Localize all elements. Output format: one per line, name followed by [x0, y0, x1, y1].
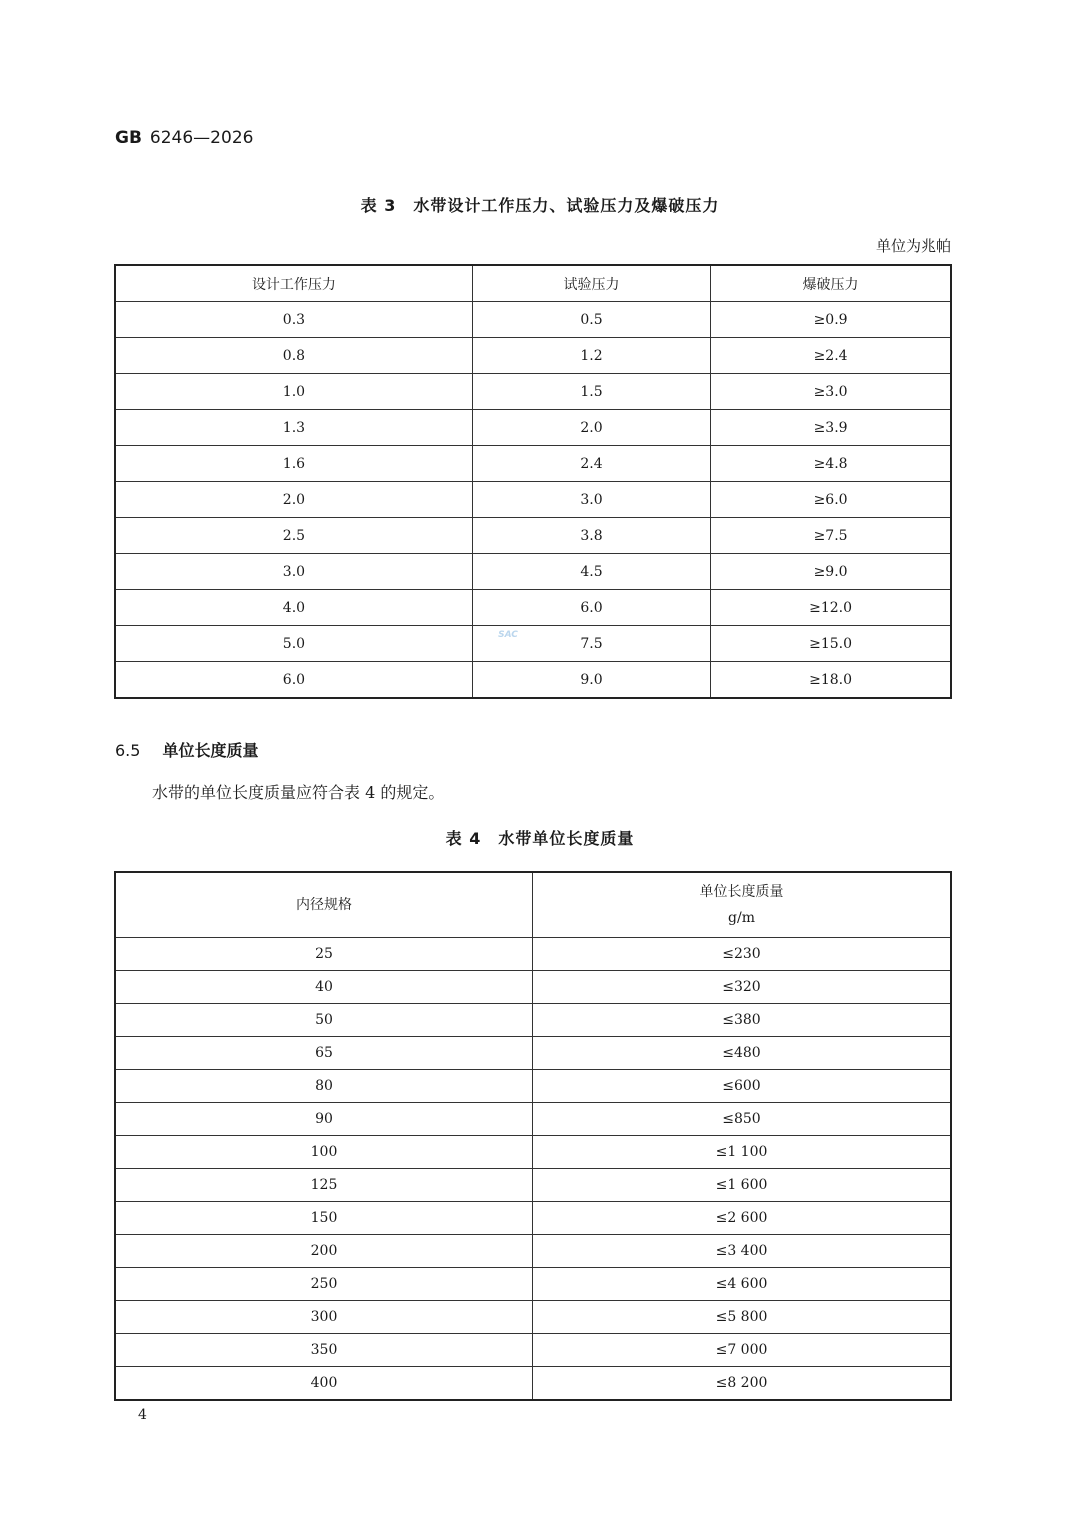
table-cell: 2.4 [472, 446, 710, 482]
table3-col-test-pressure: 试验压力 [472, 265, 710, 302]
table-cell: ≥2.4 [711, 338, 951, 374]
table-row [115, 554, 951, 590]
table-cell: 125 [115, 1169, 533, 1202]
table-cell: 6.0 [115, 662, 472, 699]
table-cell: ≥12.0 [711, 590, 951, 626]
table-cell: 40 [115, 971, 533, 1004]
table-cell: ≤1 600 [533, 1169, 952, 1202]
table-row [115, 1367, 951, 1401]
table-cell: ≥18.0 [711, 662, 951, 699]
table-cell: 0.3 [115, 302, 472, 338]
table3-col-burst-pressure: 爆破压力 [711, 265, 951, 302]
table-row [115, 1070, 951, 1103]
table-cell: 80 [115, 1070, 533, 1103]
table-row [115, 1334, 951, 1367]
section-heading: 单位长度质量 [162, 741, 259, 760]
table-cell: 250 [115, 1268, 533, 1301]
table-cell: ≤1 100 [533, 1136, 952, 1169]
table-row [115, 1202, 951, 1235]
table-cell: 3.0 [472, 482, 710, 518]
table-row [115, 338, 951, 374]
section-number: 6.5 [115, 741, 141, 760]
table4 [114, 871, 952, 1401]
table3-header-row [115, 265, 951, 302]
table-cell: ≤8 200 [533, 1367, 952, 1401]
table-cell: 200 [115, 1235, 533, 1268]
table-cell: ≥6.0 [711, 482, 951, 518]
table-row [115, 374, 951, 410]
section-paragraph: 水带的单位长度质量应符合表 4 的规定。 [152, 783, 445, 802]
table4-col-mass-label: 单位长度质量 [699, 884, 784, 900]
table-cell: 50 [115, 1004, 533, 1037]
table-row [115, 302, 951, 338]
table-cell: 25 [115, 938, 533, 971]
table-row [115, 662, 951, 699]
table-cell: 2.5 [115, 518, 472, 554]
table-cell: ≥4.8 [711, 446, 951, 482]
table-cell: 0.5 [472, 302, 710, 338]
table-cell: ≥3.9 [711, 410, 951, 446]
table-row [115, 1235, 951, 1268]
table-cell: ≤850 [533, 1103, 952, 1136]
table-cell: ≤4 600 [533, 1268, 952, 1301]
sac-watermark-logo: SAC [498, 630, 518, 640]
table-cell: 9.0 [472, 662, 710, 699]
table-cell: ≤600 [533, 1070, 952, 1103]
table3 [114, 264, 952, 699]
table-row [115, 1004, 951, 1037]
table-row [115, 971, 951, 1004]
table-cell: ≤2 600 [533, 1202, 952, 1235]
table-row [115, 1301, 951, 1334]
table-cell: 100 [115, 1136, 533, 1169]
table-cell: 3.0 [115, 554, 472, 590]
table-cell: 300 [115, 1301, 533, 1334]
table3-unit-note: 单位为兆帕 [875, 237, 951, 255]
table-cell: 1.5 [472, 374, 710, 410]
table4-col-mass-per-length [533, 872, 952, 938]
table-cell: 150 [115, 1202, 533, 1235]
table-cell: 4.5 [472, 554, 710, 590]
table-row [115, 590, 951, 626]
table3-col-design-pressure: 设计工作压力 [115, 265, 472, 302]
table-cell: ≥15.0 [711, 626, 951, 662]
table-row [115, 518, 951, 554]
table4-col-mass-unit: g/m [728, 910, 755, 926]
table-row [115, 1037, 951, 1070]
table-row [115, 1136, 951, 1169]
table-cell: 1.0 [115, 374, 472, 410]
table-cell: ≤380 [533, 1004, 952, 1037]
table-cell: 350 [115, 1334, 533, 1367]
table-cell: 90 [115, 1103, 533, 1136]
table-row [115, 446, 951, 482]
table-cell: 1.3 [115, 410, 472, 446]
table-row [115, 482, 951, 518]
document-header [115, 128, 253, 148]
table-cell: 6.0 [472, 590, 710, 626]
table3-title: 表 3 水带设计工作压力、试验压力及爆破压力 [360, 196, 720, 215]
table-row [115, 626, 951, 662]
table-cell: 400 [115, 1367, 533, 1401]
table4-header-row [115, 872, 951, 938]
table-cell: 1.6 [115, 446, 472, 482]
table-cell: 1.2 [472, 338, 710, 374]
standard-prefix: GB [115, 128, 142, 148]
table-row [115, 1268, 951, 1301]
table-cell: 0.8 [115, 338, 472, 374]
table-cell: ≥3.0 [711, 374, 951, 410]
table-cell: 65 [115, 1037, 533, 1070]
table-cell: 5.0 [115, 626, 472, 662]
table-cell: ≥7.5 [711, 518, 951, 554]
table-cell: 2.0 [472, 410, 710, 446]
table-cell: ≥9.0 [711, 554, 951, 590]
table-row [115, 1103, 951, 1136]
table-cell: ≤320 [533, 971, 952, 1004]
standard-number: 6246—2026 [149, 128, 254, 148]
table-cell: 4.0 [115, 590, 472, 626]
table-cell: ≤230 [533, 938, 952, 971]
table-cell: 7.5 [472, 626, 710, 662]
table-cell: ≤7 000 [533, 1334, 952, 1367]
table-row [115, 1169, 951, 1202]
table-cell: ≥0.9 [711, 302, 951, 338]
table-row [115, 938, 951, 971]
table-cell: ≤480 [533, 1037, 952, 1070]
table-cell: 2.0 [115, 482, 472, 518]
table4-title: 表 4 水带单位长度质量 [445, 829, 635, 848]
table4-col-inner-diameter: 内径规格 [115, 872, 533, 938]
table-cell: 3.8 [472, 518, 710, 554]
table-cell: ≤3 400 [533, 1235, 952, 1268]
table-row [115, 410, 951, 446]
page-number: 4 [138, 1407, 147, 1423]
section-6-5 [115, 738, 258, 761]
table-cell: ≤5 800 [533, 1301, 952, 1334]
